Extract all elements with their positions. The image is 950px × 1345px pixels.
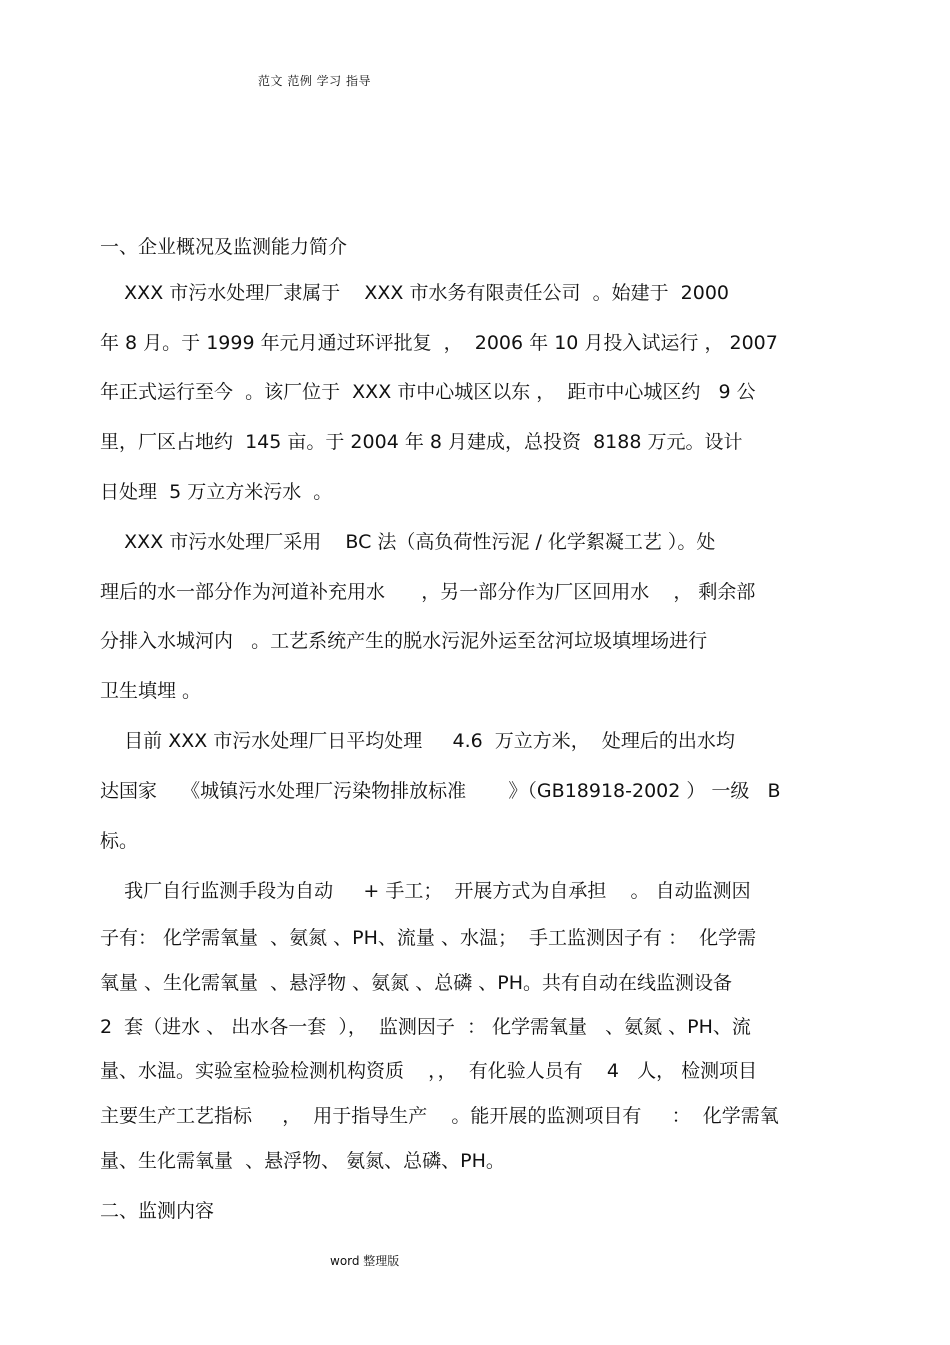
paragraph-4-line-4: 2 套（进水 、 出水各一套 ）， 监测因子 ： 化学需氧量 、氨氮 、PH、流 <box>100 1016 751 1038</box>
paragraph-1-line-4: 里，厂区占地约 145 亩。于 2004 年 8 月建成，总投资 8188 万元。设计 <box>100 431 743 453</box>
paragraph-2-line-1: XXX 市污水处理厂采用 BC 法（高负荷性污泥 / 化学絮凝工艺 ）。处 <box>100 531 716 553</box>
paragraph-1-line-5: 日处理 5 万立方米污水 。 <box>100 481 333 503</box>
paragraph-4-line-1: 我厂自行监测手段为自动 + 手工； 开展方式为自承担 。 自动监测因 <box>100 880 751 902</box>
page-footer: word 整理版 <box>330 1254 400 1268</box>
paragraph-1-line-3: 年正式运行至今 。该厂位于 XXX 市中心城区以东 ， 距市中心城区约 9 公 <box>100 381 756 403</box>
paragraph-4-line-2: 子有： 化学需氧量 、氨氮 、PH、流量 、水温； 手工监测因子有 ： 化学需 <box>100 927 757 949</box>
page-header: 范文 范例 学习 指导 <box>258 74 371 88</box>
paragraph-3-line-1: 目前 XXX 市污水处理厂日平均处理 4.6 万立方米， 处理后的出水均 <box>100 730 735 752</box>
section-heading-1: 一、企业概况及监测能力简介 <box>100 236 348 258</box>
paragraph-1-line-1: XXX 市污水处理厂隶属于 XXX 市水务有限责任公司 。始建于 2000 <box>100 282 730 304</box>
paragraph-3-line-3: 标。 <box>100 830 139 852</box>
paragraph-2-line-4: 卫生填埋 。 <box>100 680 202 702</box>
paragraph-4-line-7: 量、生化需氧量 、悬浮物、 氨氮、总磷、PH。 <box>100 1150 505 1172</box>
paragraph-3-line-2: 达国家 《城镇污水处理厂污染物排放标准 》（GB18918-2002 ） 一级 B <box>100 780 781 802</box>
paragraph-4-line-3: 氧量 、生化需氧量 、悬浮物 、氨氮 、总磷 、PH。共有自动在线监测设备 <box>100 972 732 994</box>
paragraph-1-line-2: 年 8 月。于 1999 年元月通过环评批复 ， 2006 年 10 月投入试运行 ， 2007 <box>100 332 778 354</box>
paragraph-2-line-2: 理后的水一部分作为河道补充用水 ，另一部分作为厂区回用水 ， 剩余部 <box>100 581 756 603</box>
section-heading-2: 二、监测内容 <box>100 1200 215 1222</box>
paragraph-2-line-3: 分排入水城河内 。工艺系统产生的脱水污泥外运至岔河垃圾填埋场进行 <box>100 630 708 652</box>
paragraph-4-line-6: 主要生产工艺指标 ， 用于指导生产 。能开展的监测项目有 ： 化学需氧 <box>100 1105 779 1127</box>
paragraph-4-line-5: 量、水温。实验室检验检测机构资质 ，， 有化验人员有 4 人， 检测项目 <box>100 1060 758 1082</box>
